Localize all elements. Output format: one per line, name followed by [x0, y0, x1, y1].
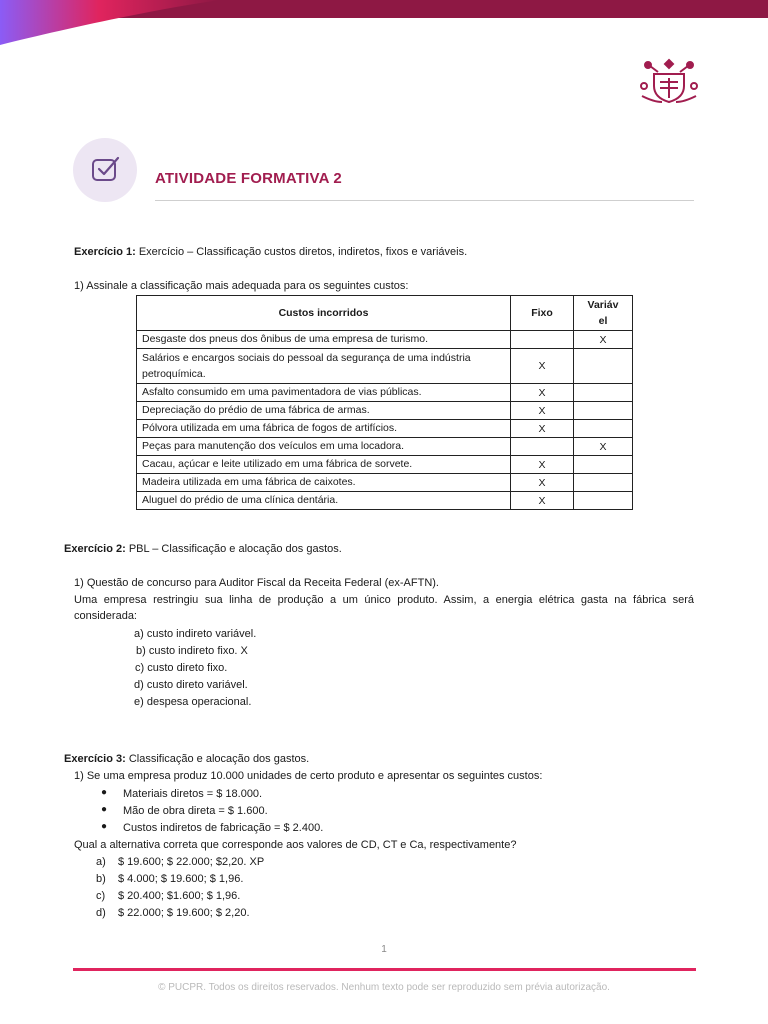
- row-fixo: [511, 438, 574, 456]
- page-number: 1: [381, 944, 387, 955]
- row-description: Pólvora utilizada em uma fábrica de fogos de artifícios.: [137, 420, 511, 438]
- bullet-icon: ●: [101, 787, 108, 798]
- row-variavel: [574, 474, 633, 492]
- exercise-3-text: Classificação e alocação dos gastos.: [125, 753, 310, 765]
- row-fixo: X: [511, 349, 574, 384]
- exercise-1-text: Exercício – Classificação custos diretos, indiretos, fixos e variáveis.: [135, 246, 468, 258]
- exercise-3-label: Exercício 3:: [64, 753, 126, 765]
- row-variavel: X: [574, 438, 633, 456]
- row-variavel: [574, 420, 633, 438]
- activity-badge: [73, 138, 137, 202]
- row-fixo: X: [511, 420, 574, 438]
- row-fixo: X: [511, 402, 574, 420]
- exercise-1-label: Exercício 1:: [74, 246, 136, 258]
- row-variavel: [574, 492, 633, 510]
- exercise-2-question: 1) Questão de concurso para Auditor Fiscal da Receita Federal (ex-AFTN).: [74, 577, 439, 589]
- answer-letter: b): [96, 873, 106, 885]
- bullet-item: Custos indiretos de fabricação = $ 2.400.: [123, 822, 324, 834]
- row-variavel: [574, 402, 633, 420]
- row-fixo: [511, 331, 574, 349]
- table-row: [137, 384, 633, 402]
- answer-letter: c): [96, 890, 106, 902]
- page-title: ATIVIDADE FORMATIVA 2: [155, 170, 342, 187]
- option-b: b) custo indireto fixo. X: [136, 645, 248, 657]
- exercise-3-stem: Qual a alternativa correta que corresponde aos valores de CD, CT e Ca, respectivamente?: [74, 839, 517, 851]
- table-header-row: [137, 296, 633, 331]
- exercise-2-heading: [64, 542, 342, 556]
- row-fixo: X: [511, 492, 574, 510]
- row-variavel: [574, 349, 633, 384]
- row-description: Depreciação do prédio de uma fábrica de armas.: [137, 402, 511, 420]
- bullet-item: Materiais diretos = $ 18.000.: [123, 788, 263, 800]
- exercise-3-heading: [64, 752, 309, 766]
- option-e: e) despesa operacional.: [134, 696, 252, 708]
- exercise-2-label: Exercício 2:: [64, 543, 126, 555]
- exercise-3-question: 1) Se uma empresa produz 10.000 unidades de certo produto e apresentar os seguintes custos:: [74, 770, 543, 782]
- row-description: [137, 349, 511, 384]
- row-description-line1: Salários e encargos sociais do pessoal da segurança de uma indústria: [142, 352, 471, 364]
- answer-text: $ 22.000; $ 19.600; $ 2,20.: [118, 907, 250, 919]
- exercise-1-heading: [74, 245, 467, 259]
- bullet-item: Mão de obra direta = $ 1.600.: [123, 805, 268, 817]
- row-fixo: X: [511, 456, 574, 474]
- exercise-2-text: PBL – Classificação e alocação dos gastos.: [125, 543, 342, 555]
- row-description: Madeira utilizada em uma fábrica de caixotes.: [137, 474, 511, 492]
- answer-text: $ 4.000; $ 19.600; $ 1,96.: [118, 873, 244, 885]
- row-description: Cacau, açúcar e leite utilizado em uma fábrica de sorvete.: [137, 456, 511, 474]
- header-swoosh: [0, 0, 768, 60]
- table-row: [137, 402, 633, 420]
- table-row: [137, 438, 633, 456]
- pucpr-crest-icon: [636, 56, 702, 106]
- answer-letter: d): [96, 907, 106, 919]
- row-description: Asfalto consumido em uma pavimentadora de vias públicas.: [137, 384, 511, 402]
- col-header-variavel: [574, 296, 633, 331]
- table-row: [137, 349, 633, 384]
- col-header-costs: Custos incorridos: [137, 296, 511, 331]
- row-variavel: [574, 384, 633, 402]
- option-c: c) custo direto fixo.: [135, 662, 228, 674]
- footer-divider: [73, 968, 696, 971]
- exercise-2-stem: Uma empresa restringiu sua linha de produção a um único produto. Assim, a energia elétrica gasta na fábrica será considerada:: [74, 594, 694, 622]
- row-variavel: X: [574, 331, 633, 349]
- costs-table: [136, 295, 633, 510]
- copyright-notice: © PUCPR. Todos os direitos reservados. Nenhum texto pode ser reproduzido sem prévia autorização.: [158, 982, 610, 993]
- table-row: [137, 456, 633, 474]
- col-header-variavel-b: el: [598, 315, 608, 327]
- row-fixo: X: [511, 474, 574, 492]
- table-row: [137, 331, 633, 349]
- row-description: Desgaste dos pneus dos ônibus de uma empresa de turismo.: [137, 331, 511, 349]
- row-description: Peças para manutenção dos veículos em uma locadora.: [137, 438, 511, 456]
- answer-text: $ 19.600; $ 22.000; $2,20. XP: [118, 856, 265, 868]
- option-d: d) custo direto variável.: [134, 679, 248, 691]
- row-description-line2: petroquímica.: [142, 368, 206, 380]
- bullet-icon: ●: [101, 804, 108, 815]
- table-row: [137, 420, 633, 438]
- row-fixo: X: [511, 384, 574, 402]
- bullet-icon: ●: [101, 821, 108, 832]
- exercise-1-question: 1) Assinale a classificação mais adequada para os seguintes custos:: [74, 280, 409, 292]
- table-row: [137, 492, 633, 510]
- answer-text: $ 20.400; $1.600; $ 1,96.: [118, 890, 241, 902]
- checkbox-check-icon: [91, 154, 121, 184]
- table-row: [137, 474, 633, 492]
- option-a: a) custo indireto variável.: [134, 628, 257, 640]
- answer-letter: a): [96, 856, 106, 868]
- row-description: Aluguel do prédio de uma clínica dentária.: [137, 492, 511, 510]
- row-variavel: [574, 456, 633, 474]
- col-header-fixo: Fixo: [511, 296, 574, 331]
- col-header-variavel-a: Variáv: [587, 299, 619, 311]
- title-divider: [155, 200, 694, 201]
